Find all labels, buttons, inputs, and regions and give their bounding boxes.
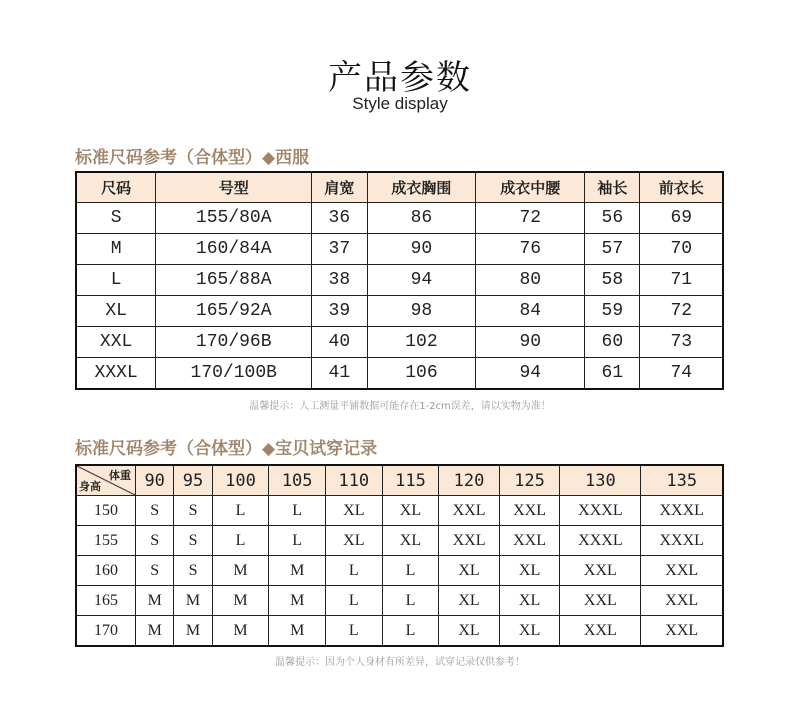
table-cell: 69 <box>640 203 723 234</box>
size-cell: XL <box>439 586 500 616</box>
size-cell: XL <box>439 616 500 647</box>
table-cell: 41 <box>312 358 367 390</box>
table-cell: S <box>76 203 156 234</box>
table-cell: 94 <box>367 265 476 296</box>
size-cell: XXL <box>641 556 723 586</box>
size-cell: XXL <box>641 616 723 647</box>
size-cell: M <box>212 556 269 586</box>
table-cell: 40 <box>312 327 367 358</box>
table-row <box>76 586 723 616</box>
size-cell: M <box>212 616 269 647</box>
size-cell: S <box>174 526 212 556</box>
weight-header: 125 <box>499 465 560 496</box>
table-cell: 160/84A <box>156 234 312 265</box>
size-cell: L <box>326 616 383 647</box>
size-cell: XXL <box>499 496 560 526</box>
page-subtitle: Style display <box>352 94 448 113</box>
table-cell: 72 <box>476 203 585 234</box>
table-cell: 58 <box>585 265 640 296</box>
size-cell: L <box>269 496 326 526</box>
fitting-record-note: 温馨提示：因为个人身材有所差异，试穿记录仅供参考！ <box>275 657 525 668</box>
table-cell: 165/92A <box>156 296 312 327</box>
table-cell: 90 <box>476 327 585 358</box>
table-row <box>76 556 723 586</box>
table-cell: 60 <box>585 327 640 358</box>
section-title-fitting-record: 标准尺码参考（合体型）◆宝贝试穿记录 <box>75 439 378 459</box>
weight-header: 90 <box>136 465 174 496</box>
size-cell: XL <box>326 496 383 526</box>
table-cell: XXL <box>76 327 156 358</box>
size-cell: S <box>136 526 174 556</box>
table-cell: 102 <box>367 327 476 358</box>
table-cell: 57 <box>585 234 640 265</box>
size-cell: XXXL <box>641 496 723 526</box>
table-cell: XXXL <box>76 358 156 390</box>
table-cell: 37 <box>312 234 367 265</box>
size-chart-table <box>75 171 724 390</box>
size-cell: XL <box>382 526 439 556</box>
table-cell: 84 <box>476 296 585 327</box>
weight-header: 100 <box>212 465 269 496</box>
height-cell: 170 <box>76 616 136 647</box>
table-cell: 170/96B <box>156 327 312 358</box>
size-cell: L <box>326 586 383 616</box>
table-row <box>76 616 723 647</box>
size-cell: XXXL <box>560 526 641 556</box>
size-cell: S <box>174 556 212 586</box>
size-cell: L <box>269 526 326 556</box>
weight-header: 110 <box>326 465 383 496</box>
size-cell: L <box>212 496 269 526</box>
column-header: 肩宽 <box>312 172 367 203</box>
size-cell: XL <box>499 586 560 616</box>
table-cell: XL <box>76 296 156 327</box>
weight-header: 105 <box>269 465 326 496</box>
fitting-record-table <box>75 464 724 647</box>
table-row <box>76 327 723 358</box>
table-cell: M <box>76 234 156 265</box>
size-cell: M <box>269 616 326 647</box>
height-cell: 155 <box>76 526 136 556</box>
table-cell: 56 <box>585 203 640 234</box>
table-row <box>76 265 723 296</box>
size-cell: XXL <box>560 556 641 586</box>
size-cell: XXL <box>439 526 500 556</box>
table-row <box>76 526 723 556</box>
size-cell: S <box>136 496 174 526</box>
table-cell: 90 <box>367 234 476 265</box>
section-title-size-chart: 标准尺码参考（合体型）◆西服 <box>75 148 310 168</box>
table-cell: 80 <box>476 265 585 296</box>
table-row <box>76 296 723 327</box>
table-cell: 76 <box>476 234 585 265</box>
weight-label: 体重 <box>109 469 131 482</box>
weight-header: 120 <box>439 465 500 496</box>
height-cell: 165 <box>76 586 136 616</box>
height-cell: 160 <box>76 556 136 586</box>
size-cell: XXL <box>560 616 641 647</box>
table-row <box>76 358 723 390</box>
height-cell: 150 <box>76 496 136 526</box>
table-row <box>76 496 723 526</box>
size-cell: L <box>212 526 269 556</box>
table-cell: 70 <box>640 234 723 265</box>
size-cell: M <box>174 616 212 647</box>
column-header: 成衣中腰 <box>476 172 585 203</box>
table-cell: 86 <box>367 203 476 234</box>
size-cell: XXXL <box>641 526 723 556</box>
size-cell: XL <box>499 556 560 586</box>
size-cell: L <box>382 616 439 647</box>
table-cell: 59 <box>585 296 640 327</box>
column-header: 前衣长 <box>640 172 723 203</box>
table-cell: 165/88A <box>156 265 312 296</box>
size-cell: L <box>382 556 439 586</box>
size-cell: L <box>382 586 439 616</box>
table-cell: 36 <box>312 203 367 234</box>
size-cell: XL <box>439 556 500 586</box>
column-header: 尺码 <box>76 172 156 203</box>
table-cell: 73 <box>640 327 723 358</box>
size-cell: M <box>212 586 269 616</box>
size-cell: M <box>136 616 174 647</box>
column-header: 袖长 <box>585 172 640 203</box>
column-header: 成衣胸围 <box>367 172 476 203</box>
size-cell: L <box>326 556 383 586</box>
column-header: 号型 <box>156 172 312 203</box>
weight-header: 95 <box>174 465 212 496</box>
table-cell: 71 <box>640 265 723 296</box>
size-cell: M <box>136 586 174 616</box>
size-cell: XXL <box>641 586 723 616</box>
table-row <box>76 203 723 234</box>
size-cell: M <box>269 556 326 586</box>
size-cell: XL <box>326 526 383 556</box>
table-cell: 39 <box>312 296 367 327</box>
weight-header: 130 <box>560 465 641 496</box>
size-cell: XXL <box>439 496 500 526</box>
size-cell: M <box>174 586 212 616</box>
size-cell: XXXL <box>560 496 641 526</box>
height-label: 身高 <box>79 480 101 493</box>
table-row <box>76 234 723 265</box>
table-cell: L <box>76 265 156 296</box>
table-cell: 170/100B <box>156 358 312 390</box>
table-cell: 94 <box>476 358 585 390</box>
size-cell: S <box>174 496 212 526</box>
table-cell: 72 <box>640 296 723 327</box>
size-cell: XXL <box>560 586 641 616</box>
table-cell: 38 <box>312 265 367 296</box>
table-cell: 74 <box>640 358 723 390</box>
corner-header <box>76 465 136 496</box>
size-cell: XL <box>499 616 560 647</box>
table-cell: 98 <box>367 296 476 327</box>
size-cell: XXL <box>499 526 560 556</box>
page-title: 产品参数 <box>328 58 472 98</box>
size-cell: M <box>269 586 326 616</box>
weight-header: 135 <box>641 465 723 496</box>
size-chart-note: 温馨提示：人工测量平铺数据可能存在1-2cm误差，请以实物为准！ <box>249 401 551 412</box>
table-cell: 61 <box>585 358 640 390</box>
size-cell: S <box>136 556 174 586</box>
table-cell: 106 <box>367 358 476 390</box>
weight-header: 115 <box>382 465 439 496</box>
table-cell: 155/80A <box>156 203 312 234</box>
size-cell: XL <box>382 496 439 526</box>
